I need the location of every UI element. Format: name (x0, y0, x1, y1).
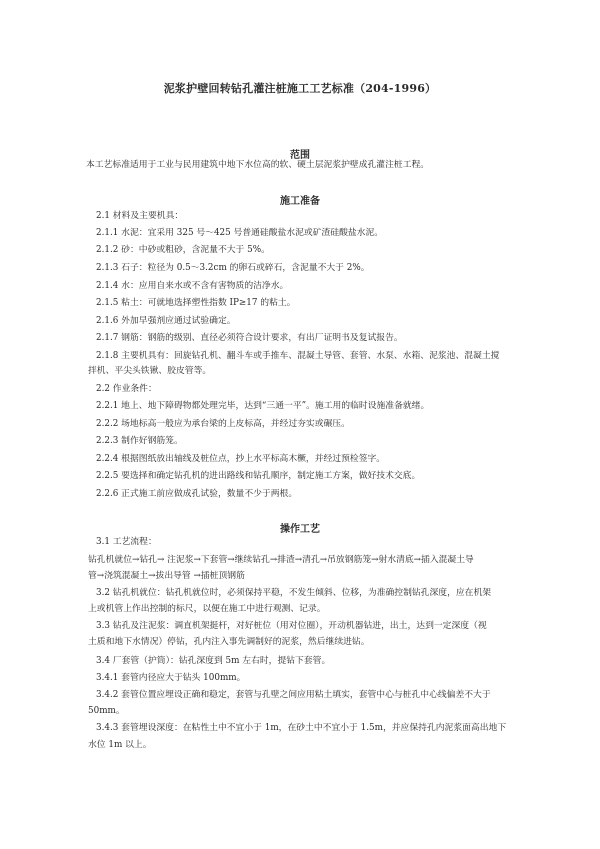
prep-line: 2.1.2 砂：中砂或粗砂，含泥量不大于 5%。 (96, 245, 270, 255)
prep-line: 2.1.6 外加早强剂应通过试验确定。 (96, 316, 236, 326)
prep-line: 2.1.4 水：应用自来水或不含有害物质的洁净水。 (96, 281, 289, 291)
prep-line: 拌机、平尖头铁锹、胶皮管等。 (88, 366, 212, 376)
prep-line: 2.1.1 水泥：宜采用 325 号～425 号普通硅酸盐水泥或矿渣硅酸盐水泥。 (96, 228, 384, 238)
prep-line: 2.1.3 石子：粒径为 0.5～3.2cm 的卵石或碎石，含泥量不大于 2%。 (96, 263, 370, 273)
process-line: 上或机管上作出控制的标尺，以便在施工中进行观测、记录。 (88, 604, 326, 614)
prep-line: 2.2.5 要选择和确定钻孔机的进出路线和钻孔顺序，制定施工方案，做好技术交底。 (96, 471, 421, 481)
process-line: 土质和地下水情况）停钻，孔内注入事先调制好的泥浆，然后继续进钻。 (88, 637, 370, 647)
process-line: 钻孔机就位→钻孔→ 注泥浆→下套管→继续钻孔→排渣→清孔→吊放钢筋笼→射水清底→插入混凝土导 (88, 555, 474, 565)
prep-line: 2.2 作业条件： (96, 384, 157, 394)
prep-line: 2.1.7 钢筋：钢筋的级别、直径必须符合设计要求，有出厂证明书及复试报告。 (96, 333, 403, 343)
prep-line: 2.1.8 主要机具有：回旋钻孔机、翻斗车或手推车、混凝土导管、套管、水泵、水箱、泥浆池、混凝土搅 (96, 351, 500, 361)
process-line: 管→浇筑混凝土→拔出导管 →插桩顶钢筋 (88, 571, 245, 581)
prep-line: 2.1.5 粘土：可就地选择塑性指数 IP≥17 的粘土。 (96, 298, 296, 308)
prep-line: 2.1 材料及主要机具： (96, 211, 184, 221)
prep-line: 2.2.3 制作好钢筋笼。 (96, 436, 183, 446)
prep-line: 2.2.2 场地标高一般应为承台梁的上皮标高，并经过夯实或碾压。 (96, 419, 350, 429)
process-line: 3.2 钻孔机就位：钻孔机就位时，必须保持平稳，不发生倾斜、位移，为准确控制钻孔深度，应在机架 (96, 588, 492, 598)
process-line: 3.4.3 套管埋设深度：在粘性土中不宜小于 1m，在砂土中不宜小于 1.5m，并应保持孔内泥浆面高出地下 (96, 723, 507, 733)
section-heading-prep: 施工准备 (280, 196, 320, 207)
process-line: 3.4 厂套管（护筒）：钻孔深度到 5m 左右时，提钻下套管。 (96, 656, 331, 666)
section-heading-process: 操作工艺 (280, 524, 320, 535)
document-title: 泥浆护壁回转钻孔灌注桩施工工艺标准（204-1996） (163, 82, 437, 95)
process-line: 50mm。 (88, 706, 125, 716)
prep-line: 2.2.6 正式施工前应做成孔试验，数量不少于两根。 (96, 489, 298, 499)
section-heading-scope: 范围 (290, 150, 310, 161)
process-line: 3.4.2 套管位置应埋设正确和稳定，套管与孔壁之间应用粘土填实，套管中心与桩孔中心线偏差不大于 (96, 690, 491, 700)
process-line: 3.1 工艺流程： (96, 537, 157, 547)
process-line: 3.4.1 套管内径应大于钻头 100mm。 (96, 673, 246, 683)
prep-line: 2.2.4 根据图纸放出轴线及桩位点，抄上水平标高木橛，并经过预检签字。 (96, 454, 386, 464)
prep-line: 2.2.1 地上、地下障碍物都处理完毕，达到“三通一平”。施工用的临时设施准备就绪。 (96, 401, 430, 411)
process-line: 3.3 钻孔及注泥浆：调直机架挺杆，对好桩位（用对位圈），开动机器钻进，出土，达到一定深度（视 (96, 621, 487, 631)
process-line: 水位 1m 以上。 (88, 740, 152, 750)
scope-text: 本工艺标准适用于工业与民用建筑中地下水位高的软、硬土层泥浆护壁成孔灌注桩工程。 (86, 160, 430, 170)
